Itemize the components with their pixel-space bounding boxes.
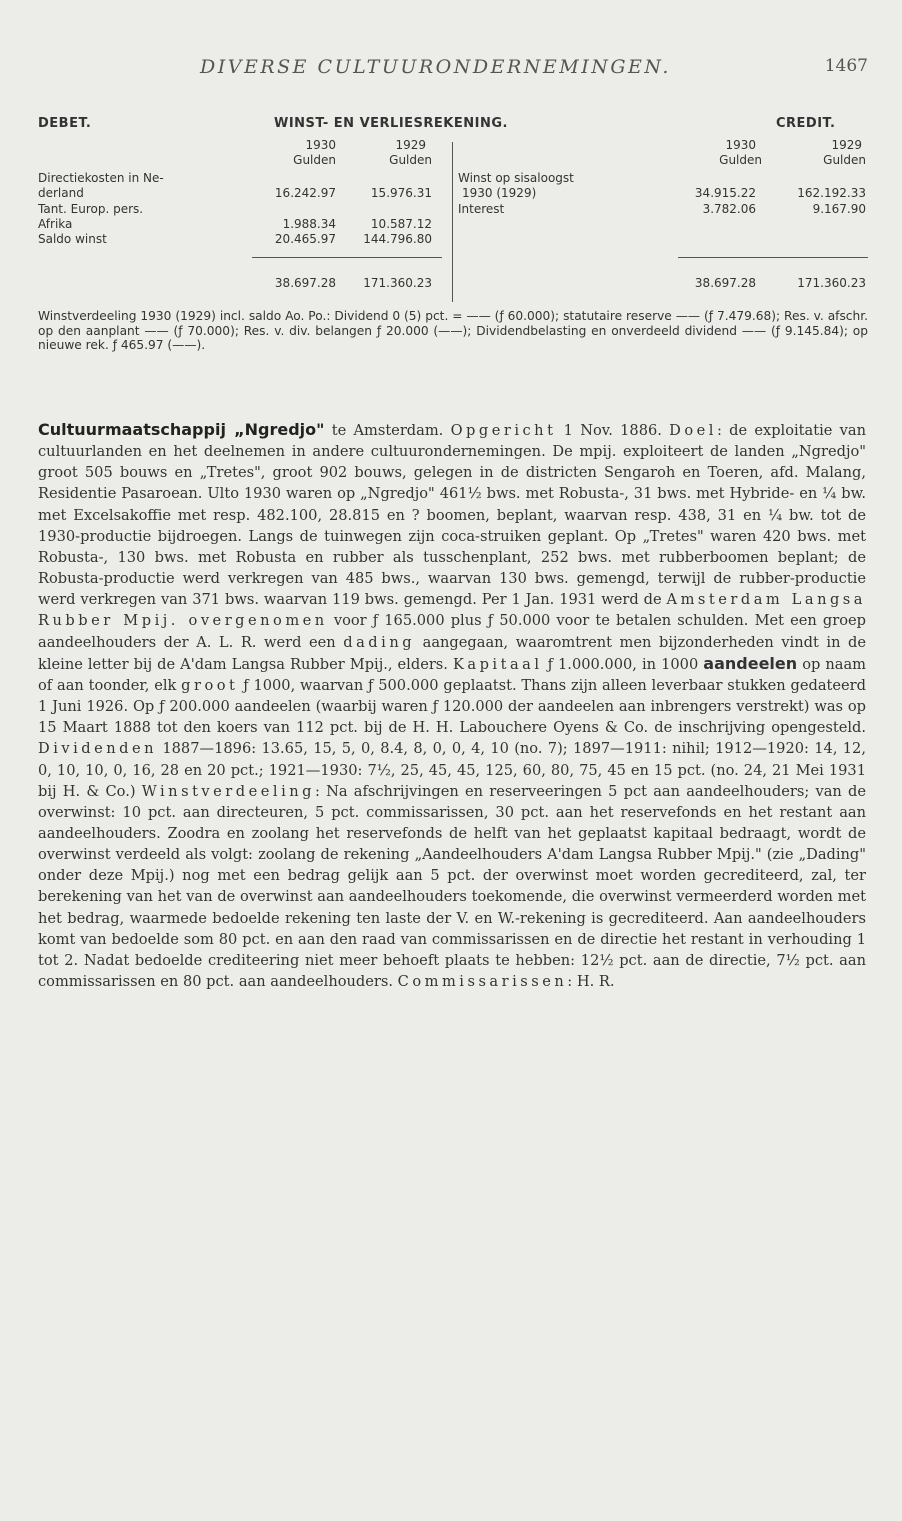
debit-amount: 10.587.12 [370, 217, 432, 231]
credit-total: 171.360.23 [797, 276, 866, 290]
debit-row-label: derland [38, 186, 84, 200]
debit-total: 171.360.23 [363, 276, 432, 290]
credit-label: CREDIT. [776, 116, 836, 131]
debit-sum-line [252, 257, 442, 258]
emphasis-text: groot [181, 676, 239, 694]
debit-currency-a: Gulden [293, 153, 336, 167]
shares-keyword: aandeelen [703, 653, 798, 673]
emphasis-text: dading [343, 633, 416, 651]
body-text: ƒ 1.000.000, in 1000 [542, 655, 704, 673]
debit-year-a: 1930 [305, 138, 336, 152]
credit-row-label: Interest [458, 202, 505, 216]
profit-distribution-note [38, 309, 868, 353]
section-title: DIVERSE CULTUURONDERNEMINGEN. [200, 56, 671, 78]
profit-loss-account [38, 116, 868, 302]
credit-amount: 34.915.22 [694, 186, 756, 200]
location-text: te Amsterdam. [324, 422, 451, 439]
emphasis-text: Amsterdam Langsa Rubber Mpij. overgenomen [38, 591, 866, 630]
body-text: voor ƒ 165.000 plus ƒ 50.000 voor te betalen schulden. Met een groep aandeelhouders der A. L. R. werd een [38, 612, 866, 651]
page-number: 1467 [824, 56, 868, 76]
body-text: 1 Nov. 1886. [556, 422, 670, 439]
purpose-label: Doel [669, 422, 717, 439]
debit-amount: 1.988.34 [282, 217, 336, 231]
credit-total: 38.697.28 [694, 276, 756, 290]
body-text: : H. R. [567, 973, 615, 991]
debit-row-label: Tant. Europ. pers. [38, 202, 144, 216]
debit-amount: 16.242.97 [274, 186, 336, 200]
profit-distribution-label: Winstverdeeling [141, 782, 315, 800]
credit-amount: 9.167.90 [812, 202, 866, 216]
credit-currency-b: Gulden [823, 153, 866, 167]
debit-row-label: Saldo winst [38, 232, 107, 246]
credit-row-label: 1930 (1929) [462, 186, 537, 200]
company-entry [38, 419, 866, 992]
credit-amount: 3.782.06 [702, 202, 756, 216]
body-text: aangegaan, waaromtrent men bijzonderheden vindt in de kleine letter bij de A'dam Langsa Rubber Mpij., elders. [38, 633, 867, 673]
credit-currency-a: Gulden [719, 153, 762, 167]
credit-year-a: 1930 [725, 138, 756, 152]
entry-paragraph [38, 419, 866, 992]
debit-year-b: 1929 [395, 138, 426, 152]
debit-amount: 15.976.31 [370, 186, 432, 200]
debet-label: DEBET. [38, 116, 92, 131]
dividends-label: Dividenden [38, 740, 158, 758]
credit-sum-line [678, 257, 868, 258]
capital-label: Kapitaal [452, 655, 543, 673]
founded-label: Opgericht [450, 422, 557, 439]
debit-currency-b: Gulden [389, 153, 432, 167]
ledger-title: WINST- EN VERLIESREKENING. [274, 116, 508, 131]
company-name: Cultuurmaatschappij „Ngredjo" [38, 420, 325, 439]
debit-total: 38.697.28 [274, 276, 336, 290]
ledger-divider [452, 142, 453, 302]
body-text: : Na afschrijvingen en reserveeringen 5 pct aan aandeelhouders; van de overwinst: 10 pct. aan directeuren, 5 pct. commissarissen, 30 pct. aan het reservefonds en het restant aan aandeelhouders. Zoodra en zoolang het reservefonds de helft van het geplaatst kapitaal bedraagt, wordt de overwinst verdeeld als volgt: zoolang de rekening „Aandeelhouders A'dam Langsa Rubber Mpij." (zie „Dading" onder deze Mpij.) nog met een bedrag gelijk aan 5 pct. der overwinst moet worden gecrediteerd, zal, ter berekening van het van de overwinst aan aandeelhouders toekomende, die overwinst vermeerderd worden met het bedrag, waarmede bedoelde rekening ten laste der V. en W.-rekening is gecrediteerd. Aan aandeelhouders komt van bedoelde som 80 pct. en aan den raad van commissarissen en de directie het restant in verhouding 1 tot 2. Nadat bedoelde crediteering niet meer behoeft plaats te hebben: 12½ pct. aan de directie, 7½ pct. aan commissarissen en 80 pct. aan aandeelhouders. [38, 782, 866, 991]
credit-year-b: 1929 [831, 138, 862, 152]
commissioners-label: Commissarissen [397, 973, 568, 991]
debit-row-label: Directiekosten in Ne- [38, 171, 164, 185]
debit-row-label: Afrika [38, 217, 73, 231]
running-head [0, 56, 902, 86]
body-text: : de exploitatie van cultuurlanden en het deelnemen in andere cultuurondernemingen. De mpij. exploiteert de landen „Ngredjo" groot 505 bouws en „Tretes", groot 902 bouws, gelegen in de districten Sengaroh en Toeren, afd. Malang, Residentie Pasaroean. Ulto 1930 waren op „Ngredjo" 461½ bws. met Robusta-, 31 bws. met Hybride- en ¼ bw. met Excelsakoffie met resp. 482.100, 28.815 en ? boomen, beplant, waarvan resp. 438, 31 en ¼ bw. tot de 1930-productie bijdroegen. Langs de tuinwegen zijn coca-struiken geplant. Op „Tretes" waren 420 bws. met Robusta-, 130 bws. met Robusta en rubber als tusschenplant, 252 bws. met rubberboomen beplant; de Robusta-productie werd verkregen van 485 bws., waarvan 130 bws. gemengd, terwijl de rubber-productie werd verkregen van 371 bws. waarvan 119 bws. gemengd. Per 1 Jan. 1931 werd de [38, 422, 866, 609]
body-text: ƒ 1000, waarvan ƒ 500.000 geplaatst. Thans zijn alleen leverbaar stukken gedateerd 1 Juni 1926. Op ƒ 200.000 aandeelen (waarbij waren ƒ 120.000 der aandeelen aan inbrengers verstrekt) was op 15 Maart 1888 tot den koers van 112 pct. bij de H. H. Labouchere Oyens & Co. de inschrijving opengesteld. [38, 676, 866, 737]
note-text: Winstverdeeling 1930 (1929) incl. saldo Ao. Po.: Dividend 0 (5) pct. = —— (ƒ 60.000); statutaire reserve —— (ƒ 7.479.68); Res. v. afschr. op den aanplant —— (ƒ 70.000); Res. v. div. belangen ƒ 20.000 (——); Dividendbelasting en onverdeeld dividend —— (ƒ 9.145.84); op nieuwe rek. ƒ 465.97 (——). [38, 309, 868, 352]
debit-amount: 144.796.80 [363, 232, 432, 246]
body-text: op naam of aan toonder, elk [38, 655, 867, 694]
debit-amount: 20.465.97 [274, 232, 336, 246]
credit-row-label: Winst op sisaloogst [458, 171, 574, 185]
credit-amount: 162.192.33 [797, 186, 866, 200]
body-text: 1887—1896: 13.65, 15, 5, 0, 8.4, 8, 0, 0, 4, 10 (no. 7); 1897—1911: nihil; 1912—1920: 14, 12, 0, 10, 10, 0, 16, 28 en 20 pct.; 1921—1930: 7½, 25, 45, 45, 125, 60, 80, 75, 45 en 15 pct. (no. 24, 21 Mei 1931 bij H. & Co.) [38, 740, 866, 800]
